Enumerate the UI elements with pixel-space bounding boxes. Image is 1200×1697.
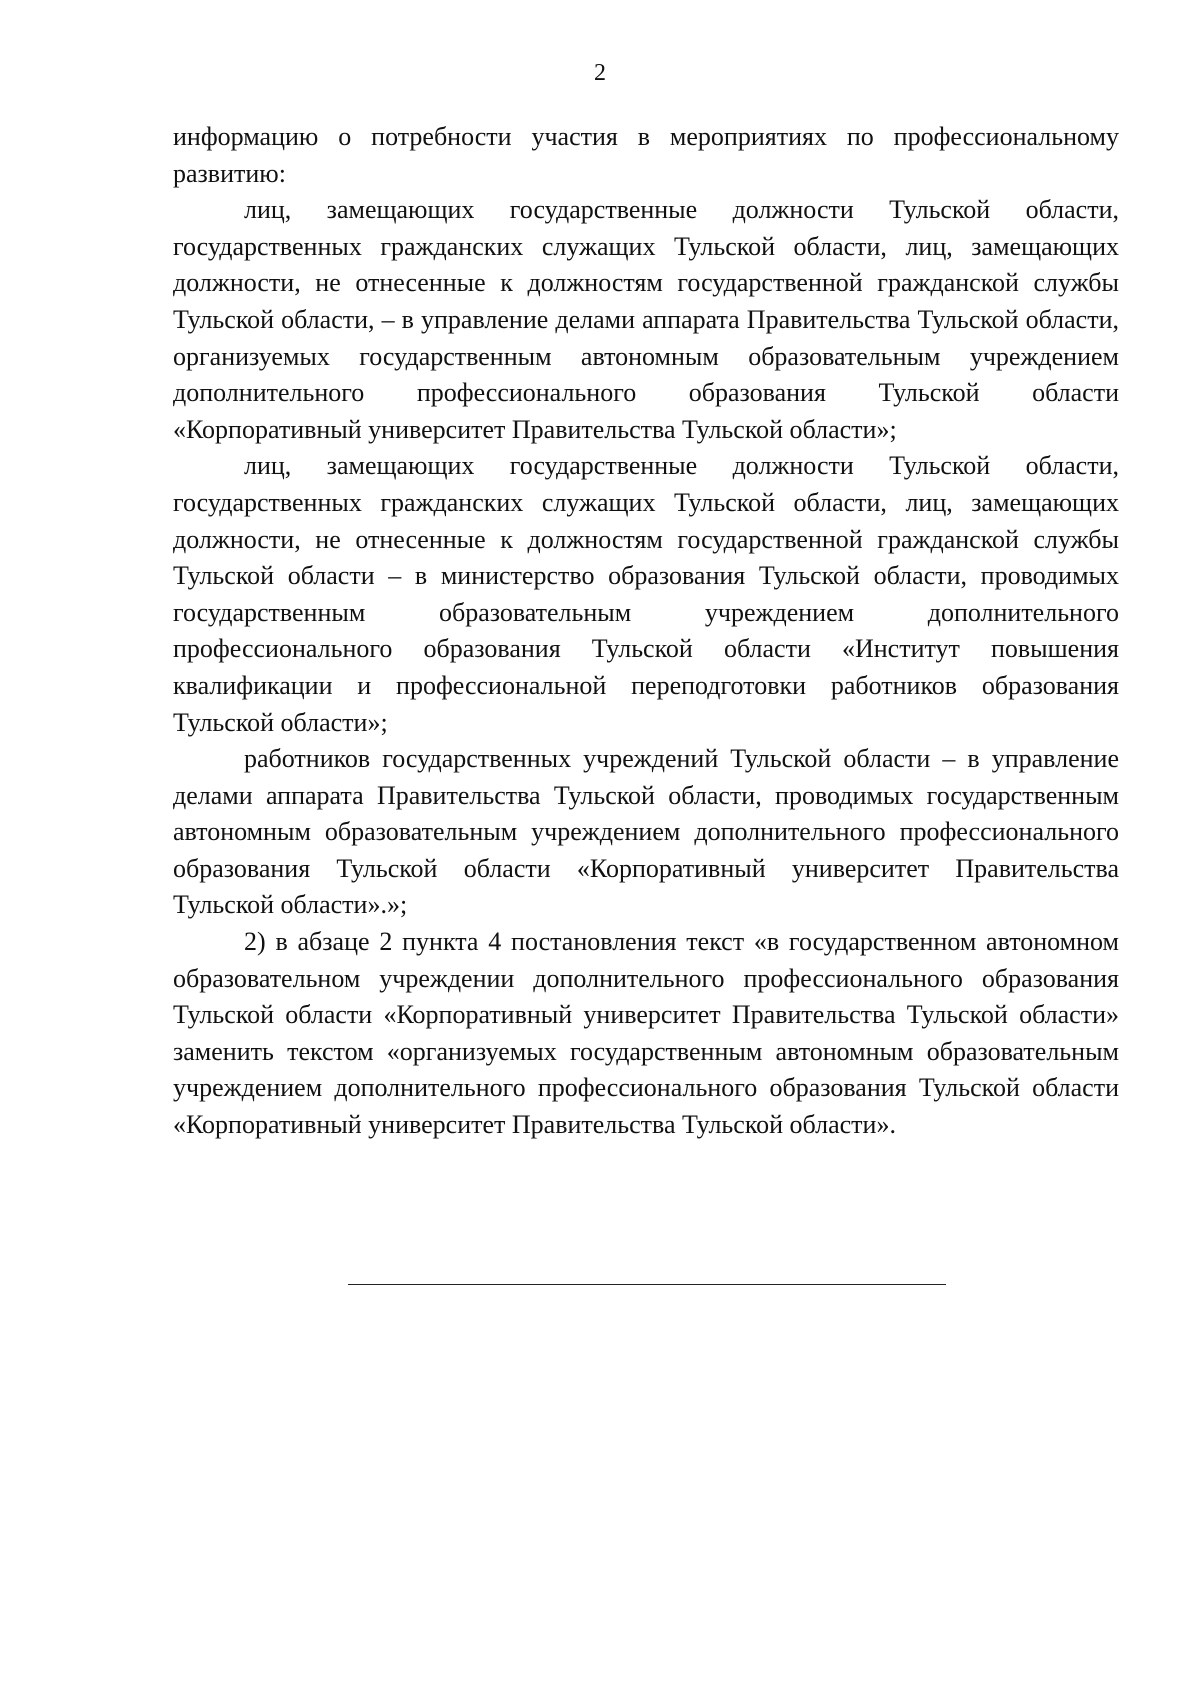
paragraph-officials-education-institute: лиц, замещающих государственные должности Тульской области, государственных гражданских служащих Тульской области, лиц, замещающих должности, не отнесенные к должностям государственной гражданской службы Тульской области – в министерство образования Тульской области, проводимых государственным образовательным учреждением дополнительного профессионального образования Тульской области «Институт повышения квалификации и профессиональной переподготовки работников образования Тульской области»; [173,451,1119,737]
page-number: 2 [594,60,606,86]
paragraph-info-request: информацию о потребности участия в мероприятиях по профессиональному развитию: [173,122,1119,188]
end-of-text-divider [348,1284,946,1285]
paragraph-state-institution-workers: работников государственных учреждений Тульской области – в управление делами аппарата Правительства Тульской области, проводимых государственным автономным образовательным учреждением дополнительного профессионального образования Тульской области «Корпоративный университет Правительства Тульской области».»; [173,744,1119,920]
paragraph-amendment-point-4: 2) в абзаце 2 пункта 4 постановления текст «в государственном автономном образовательном учреждении дополнительного профессионального образования Тульской области «Корпоративный университет Правительства Тульской области» заменить текстом «организуемых государственным автономным образовательным учреждением дополнительного профессионального образования Тульской области «Корпоративный университет Правительства Тульской области». [173,927,1119,1140]
paragraph-officials-corporate-university: лиц, замещающих государственные должности Тульской области, государственных гражданских служащих Тульской области, лиц, замещающих должности, не отнесенные к должностям государственной гражданской службы Тульской области, – в управление делами аппарата Правительства Тульской области, организуемых государственным автономным образовательным учреждением дополнительного профессионального образования Тульской области «Корпоративный университет Правительства Тульской области»; [173,195,1119,444]
document-body [173,119,1119,1144]
